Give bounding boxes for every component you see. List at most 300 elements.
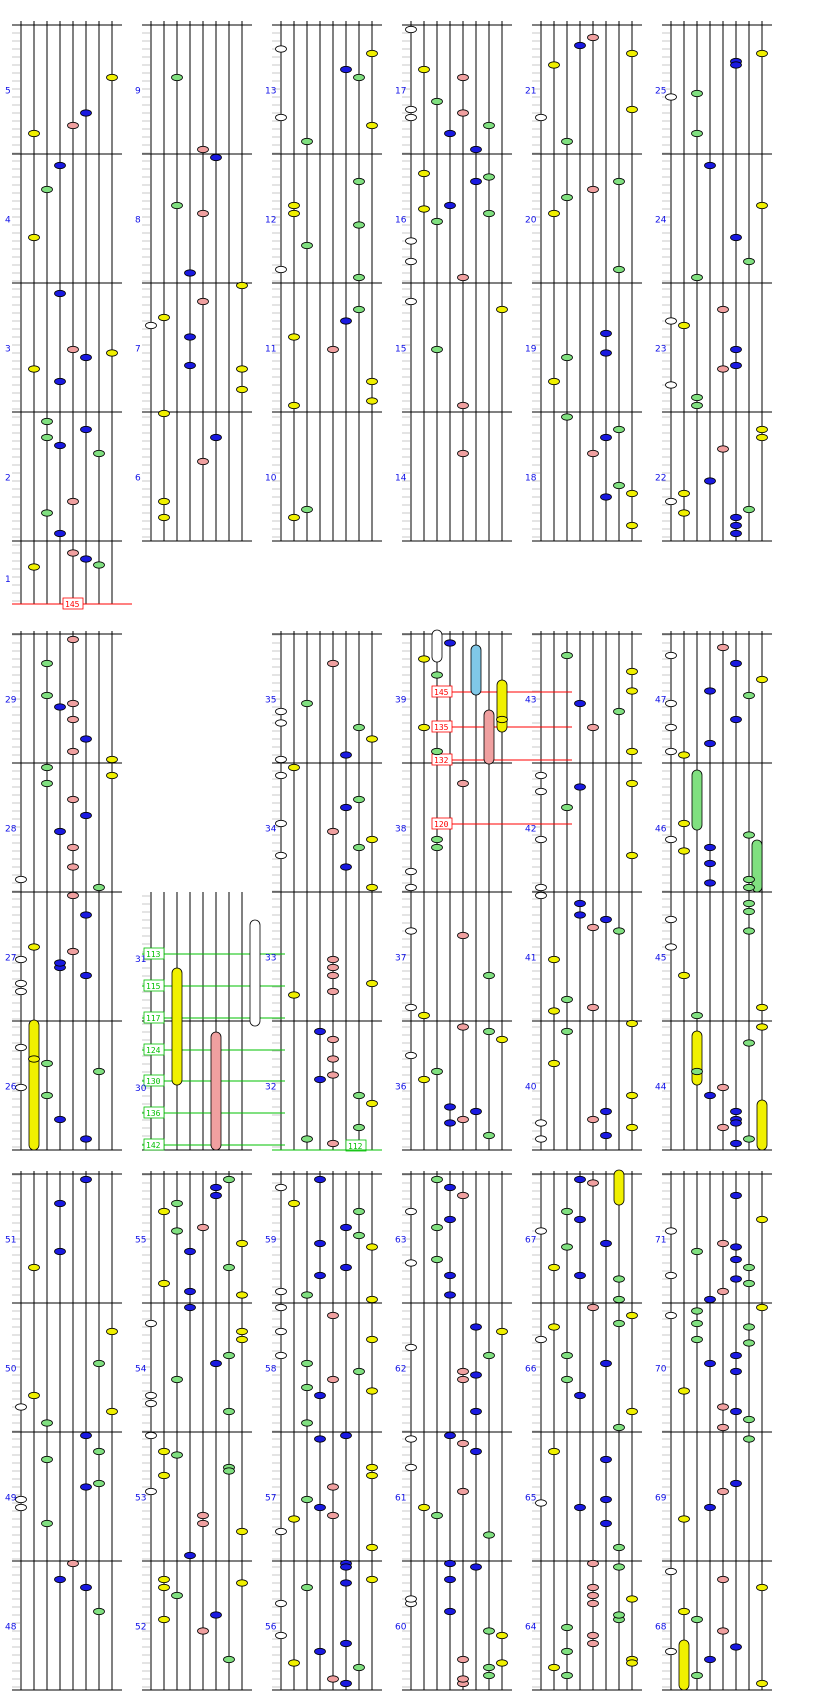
note [627, 1092, 638, 1098]
note [237, 1328, 248, 1334]
note [289, 1660, 300, 1666]
stop-label: 124 [146, 1046, 161, 1055]
note [588, 450, 599, 456]
measure-number: 71 [655, 1235, 667, 1246]
note [107, 1328, 118, 1334]
note [367, 1544, 378, 1550]
measure-number: 24 [655, 215, 667, 226]
note [276, 46, 287, 52]
note [718, 1288, 729, 1294]
note [302, 242, 313, 248]
measure-number: 55 [135, 1235, 147, 1246]
note [198, 1512, 209, 1518]
note [406, 1464, 417, 1470]
note [627, 1408, 638, 1414]
note [666, 318, 677, 324]
note [601, 1456, 612, 1462]
note [29, 944, 40, 950]
note [211, 154, 222, 160]
note [757, 1304, 768, 1310]
note [705, 880, 716, 886]
note [276, 266, 287, 272]
note [224, 1264, 235, 1270]
note [575, 784, 586, 790]
note [692, 394, 703, 400]
measure-number: 66 [525, 1364, 537, 1375]
note [55, 378, 66, 384]
note [237, 282, 248, 288]
note [588, 1116, 599, 1122]
note [68, 700, 79, 706]
note [237, 1528, 248, 1534]
note [419, 1504, 430, 1510]
measure-number: 14 [395, 473, 407, 484]
note [315, 1648, 326, 1654]
note [692, 274, 703, 280]
note [315, 1028, 326, 1034]
measure-number: 20 [525, 215, 537, 226]
note [328, 660, 339, 666]
note [276, 1352, 287, 1358]
note [679, 510, 690, 516]
note [614, 1424, 625, 1430]
note [276, 708, 287, 714]
note [744, 1324, 755, 1330]
note [718, 446, 729, 452]
note [107, 1408, 118, 1414]
note [16, 1496, 27, 1502]
note [731, 346, 742, 352]
note [497, 1328, 508, 1334]
note [731, 1120, 742, 1126]
note [68, 346, 79, 352]
measure-number: 44 [655, 1082, 667, 1093]
notes [16, 26, 768, 1686]
note [588, 34, 599, 40]
note [172, 1592, 183, 1598]
note [432, 836, 443, 842]
note [354, 796, 365, 802]
note [419, 656, 430, 662]
note [224, 1468, 235, 1474]
note [68, 948, 79, 954]
note [627, 1124, 638, 1130]
stop-label: 142 [146, 1141, 161, 1150]
note [81, 1136, 92, 1142]
note [42, 1092, 53, 1098]
note [406, 1208, 417, 1214]
note [419, 724, 430, 730]
measure-number: 33 [265, 953, 277, 964]
note [562, 354, 573, 360]
measure-number: 52 [135, 1622, 147, 1633]
note [757, 434, 768, 440]
note [328, 1056, 339, 1062]
note [81, 736, 92, 742]
note [419, 170, 430, 176]
note [198, 298, 209, 304]
note [731, 1644, 742, 1650]
note [692, 1068, 703, 1074]
note [159, 1472, 170, 1478]
note [666, 700, 677, 706]
note [705, 844, 716, 850]
note [705, 1092, 716, 1098]
note [29, 564, 40, 570]
note [536, 836, 547, 842]
note [29, 130, 40, 136]
stop-label: 130 [146, 1077, 161, 1086]
note [731, 522, 742, 528]
note [575, 1392, 586, 1398]
note [471, 1448, 482, 1454]
note [185, 1248, 196, 1254]
note [705, 162, 716, 168]
measure-number: 19 [525, 344, 537, 355]
note [289, 764, 300, 770]
note [172, 74, 183, 80]
note [757, 1216, 768, 1222]
lane-lines [21, 21, 762, 1690]
note [94, 450, 105, 456]
note [588, 1632, 599, 1638]
note [432, 346, 443, 352]
measure-number: 28 [5, 824, 17, 835]
measure-number: 48 [5, 1622, 17, 1633]
note [406, 1436, 417, 1442]
note [328, 1312, 339, 1318]
note [367, 398, 378, 404]
long-note [172, 968, 182, 1085]
note [315, 1240, 326, 1246]
note [367, 50, 378, 56]
note [536, 892, 547, 898]
long-note [497, 680, 507, 732]
note [354, 1092, 365, 1098]
note [549, 1060, 560, 1066]
note [549, 1324, 560, 1330]
note [432, 672, 443, 678]
note [718, 644, 729, 650]
note [614, 928, 625, 934]
note [627, 522, 638, 528]
note [497, 1632, 508, 1638]
bpm-label: 120 [434, 820, 449, 829]
note [107, 756, 118, 762]
note [484, 174, 495, 180]
note [328, 1072, 339, 1078]
beat-ticks [12, 25, 670, 1687]
note [445, 1608, 456, 1614]
note [757, 426, 768, 432]
measure-number: 53 [135, 1493, 147, 1504]
note [627, 668, 638, 674]
measure-number: 25 [655, 86, 667, 97]
note [341, 752, 352, 758]
note [744, 900, 755, 906]
note [718, 1628, 729, 1634]
note [367, 1244, 378, 1250]
note [432, 218, 443, 224]
long-note [250, 920, 260, 1026]
note [328, 988, 339, 994]
note [159, 1576, 170, 1582]
note [289, 514, 300, 520]
note [185, 334, 196, 340]
note [81, 972, 92, 978]
note [341, 1264, 352, 1270]
note [666, 724, 677, 730]
note [666, 1648, 677, 1654]
note [172, 1452, 183, 1458]
note [367, 884, 378, 890]
note [276, 756, 287, 762]
note [289, 210, 300, 216]
note [718, 306, 729, 312]
note [198, 146, 209, 152]
note [601, 1360, 612, 1366]
measure-number: 1 [5, 575, 11, 585]
note [705, 1504, 716, 1510]
measure-number: 7 [135, 344, 141, 355]
measure-number: 38 [395, 824, 407, 835]
note [458, 274, 469, 280]
note [198, 1628, 209, 1634]
note [458, 1488, 469, 1494]
note [718, 1084, 729, 1090]
note [744, 928, 755, 934]
note [341, 66, 352, 72]
note [666, 1312, 677, 1318]
note [666, 1272, 677, 1278]
note [289, 402, 300, 408]
note [601, 1132, 612, 1138]
measure-number: 26 [5, 1082, 17, 1093]
note [419, 1076, 430, 1082]
note [68, 1560, 79, 1566]
note [354, 844, 365, 850]
note [315, 1272, 326, 1278]
note [627, 106, 638, 112]
measure-number: 70 [655, 1364, 667, 1375]
note [614, 1276, 625, 1282]
measure-number: 18 [525, 473, 537, 484]
note [601, 350, 612, 356]
note [81, 1432, 92, 1438]
note [471, 1108, 482, 1114]
note [367, 1336, 378, 1342]
note [328, 1512, 339, 1518]
note [211, 434, 222, 440]
note [744, 1136, 755, 1142]
note [224, 1408, 235, 1414]
note [328, 346, 339, 352]
note [198, 210, 209, 216]
note [744, 1436, 755, 1442]
measure-number: 69 [655, 1493, 667, 1504]
measure-number: 16 [395, 215, 407, 226]
note [107, 74, 118, 80]
note [458, 110, 469, 116]
note [419, 66, 430, 72]
note [406, 868, 417, 874]
note [55, 828, 66, 834]
note [718, 1404, 729, 1410]
note [224, 1176, 235, 1182]
stop-label: 117 [146, 1014, 161, 1023]
measure-number: 61 [395, 1493, 407, 1504]
note [588, 1304, 599, 1310]
note [601, 330, 612, 336]
note [666, 916, 677, 922]
note [406, 1260, 417, 1266]
measure-number: 59 [265, 1235, 277, 1246]
note [445, 1576, 456, 1582]
note [744, 1264, 755, 1270]
note [458, 1376, 469, 1382]
note [575, 912, 586, 918]
note [432, 1512, 443, 1518]
note [731, 234, 742, 240]
measure-number: 8 [135, 215, 141, 226]
long-note [432, 630, 442, 662]
note [679, 490, 690, 496]
note [575, 42, 586, 48]
note [757, 1680, 768, 1686]
note [536, 788, 547, 794]
note [458, 1116, 469, 1122]
note [484, 1028, 495, 1034]
note [458, 74, 469, 80]
note [159, 314, 170, 320]
note [432, 1068, 443, 1074]
note [679, 1608, 690, 1614]
note [367, 1100, 378, 1106]
note [276, 1184, 287, 1190]
note [458, 402, 469, 408]
note [536, 114, 547, 120]
note [328, 1376, 339, 1382]
note [302, 506, 313, 512]
note [367, 1576, 378, 1582]
note [562, 1352, 573, 1358]
note [302, 1292, 313, 1298]
note [29, 1264, 40, 1270]
measure-number: 10 [265, 473, 277, 484]
note [497, 716, 508, 722]
measure-number: 34 [265, 824, 277, 835]
note [458, 1192, 469, 1198]
note [757, 1004, 768, 1010]
note [562, 652, 573, 658]
note [354, 74, 365, 80]
note [81, 426, 92, 432]
note [731, 660, 742, 666]
note [627, 50, 638, 56]
measure-number: 29 [5, 695, 17, 706]
note [731, 1276, 742, 1282]
note [536, 772, 547, 778]
note [276, 820, 287, 826]
note [562, 1624, 573, 1630]
note [705, 860, 716, 866]
note [276, 772, 287, 778]
note [744, 1280, 755, 1286]
note [367, 736, 378, 742]
note [705, 1360, 716, 1366]
note [276, 1632, 287, 1638]
note [315, 1392, 326, 1398]
note [601, 1108, 612, 1114]
note [42, 764, 53, 770]
note [627, 1312, 638, 1318]
note [588, 1180, 599, 1186]
note [692, 1336, 703, 1342]
note [55, 1248, 66, 1254]
note [354, 1368, 365, 1374]
note [679, 752, 690, 758]
note [172, 1200, 183, 1206]
note [562, 194, 573, 200]
note [146, 322, 157, 328]
note [484, 1672, 495, 1678]
note [445, 1432, 456, 1438]
stop-label: 112 [348, 1142, 363, 1151]
long-note [757, 1100, 767, 1150]
note [159, 498, 170, 504]
note [328, 1140, 339, 1146]
note [289, 1516, 300, 1522]
note [107, 772, 118, 778]
note [276, 1528, 287, 1534]
note [432, 1224, 443, 1230]
stop-label: 136 [146, 1109, 161, 1118]
note [159, 410, 170, 416]
note [237, 386, 248, 392]
note [55, 1116, 66, 1122]
note [575, 1272, 586, 1278]
note [172, 202, 183, 208]
note [718, 1488, 729, 1494]
note [718, 1576, 729, 1582]
note [757, 202, 768, 208]
note [406, 928, 417, 934]
note [146, 1320, 157, 1326]
note [432, 1256, 443, 1262]
note [744, 258, 755, 264]
note [276, 720, 287, 726]
note [68, 748, 79, 754]
note [562, 414, 573, 420]
measure-number: 43 [525, 695, 537, 706]
bpm-label: 135 [434, 723, 449, 732]
note [692, 130, 703, 136]
note [328, 964, 339, 970]
note [588, 1600, 599, 1606]
note [497, 1036, 508, 1042]
note [562, 1376, 573, 1382]
note [328, 828, 339, 834]
note [367, 836, 378, 842]
note [354, 178, 365, 184]
long-note [614, 1170, 624, 1205]
note [614, 708, 625, 714]
note [237, 1580, 248, 1586]
note [692, 1248, 703, 1254]
note [666, 1568, 677, 1574]
note [458, 1440, 469, 1446]
note [406, 1344, 417, 1350]
